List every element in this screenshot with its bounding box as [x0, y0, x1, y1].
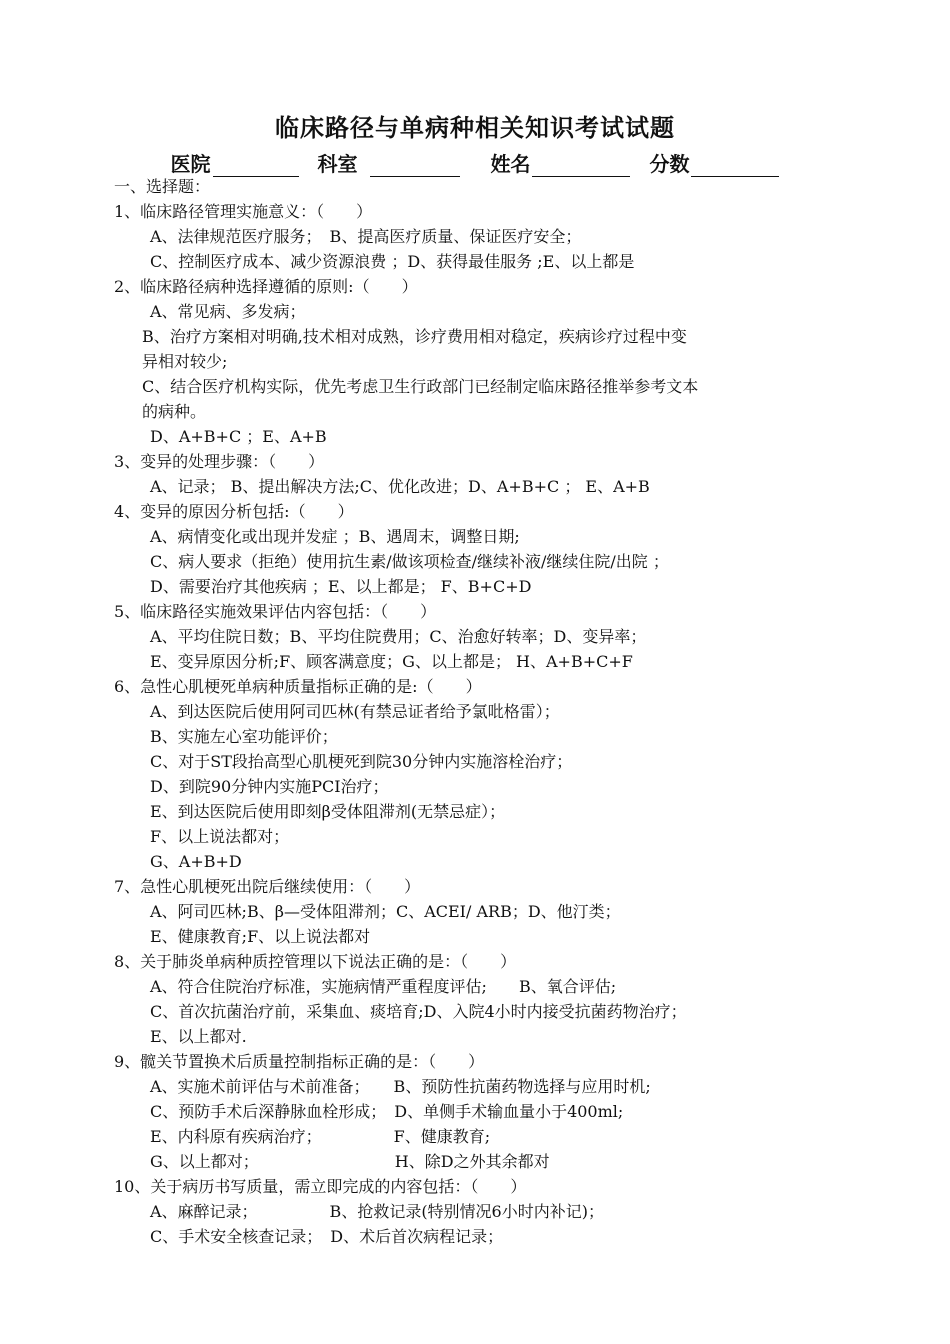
option-line: G、A+B+D [150, 852, 242, 871]
name-field [490, 148, 630, 177]
option-line: E、到达医院后使用即刻β受体阻滞剂(无禁忌症）； [150, 802, 506, 821]
name-label: 姓名 [490, 152, 531, 176]
exam-header-fields [0, 148, 950, 177]
option-line: A、阿司匹林;B、β—受体阻滞剂；C、ACEI/ ARB；D、他汀类； [150, 902, 621, 921]
option-line: A、平均住院日数；B、平均住院费用；C、治愈好转率；D、变异率； [150, 627, 647, 646]
question-8: 8、关于肺炎单病种质控管理以下说法正确的是：（ ） [114, 952, 517, 971]
score-label: 分数 [649, 152, 690, 176]
option-line: B、实施左心室功能评价； [150, 727, 338, 746]
option-line: C、结合医疗机构实际，优先考虑卫生行政部门已经制定临床路径推举参考文本 [142, 377, 699, 396]
question-2: 2、临床路径病种选择遵循的原则:（ ） [114, 277, 418, 296]
option-line: 异相对较少; [142, 352, 228, 371]
option-line: A、到达医院后使用阿司匹林(有禁忌证者给予氯吡格雷）； [150, 702, 560, 721]
option-line: C、首次抗菌治疗前，采集血、痰培育;D、入院4小时内接受抗菌药物治疗； [150, 1002, 687, 1021]
question-6: 6、急性心肌梗死单病种质量指标正确的是:（ ） [114, 677, 482, 696]
option-line: A、实施术前评估与术前准备； B、预防性抗菌药物选择与应用时机; [150, 1077, 651, 1096]
option-line: D、需要治疗其他疾病 ；E、以上都是； F、B+C+D [150, 577, 532, 596]
option-line: C、病人要求（拒绝）使用抗生素/做该项检查/继续补液/继续住院/出院 ； [150, 552, 669, 571]
option-line: 的病种。 [142, 402, 207, 421]
option-line: A、符合住院治疗标准，实施病情严重程度评估; B、氧合评估; [150, 977, 617, 996]
option-line: C、预防手术后深静脉血栓形成； D、单侧手术输血量小于400ml; [150, 1102, 624, 1121]
option-line: E、内科原有疾病治疗； F、健康教育; [150, 1127, 491, 1146]
option-line: C、对于ST段抬高型心肌梗死到院30分钟内实施溶栓治疗； [150, 752, 573, 771]
option-line: A、麻醉记录； B、抢救记录(特别情况6小时内补记)； [150, 1202, 604, 1221]
hospital-label: 医院 [170, 152, 211, 176]
dept-blank [370, 156, 460, 177]
dept-field [318, 148, 460, 177]
option-line: D、A+B+C ；E、A+B [150, 427, 327, 446]
question-3: 3、变异的处理步骤：（ ） [114, 452, 325, 471]
option-line: E、以上都对. [150, 1027, 247, 1046]
option-line: A、记录； B、提出解决方法;C、优化改进；D、A+B+C ； E、A+B [150, 477, 650, 496]
dept-label: 科室 [317, 152, 358, 176]
question-7: 7、急性心肌梗死出院后继续使用：（ ） [114, 877, 421, 896]
option-line: C、控制医疗成本、减少资源浪费 ；D、获得最佳服务 ;E、以上都是 [150, 252, 635, 271]
section-heading: 一、选择题： [114, 177, 211, 196]
score-blank [691, 156, 779, 177]
option-line: G、以上都对； H、除D之外其余都对 [150, 1152, 550, 1171]
option-line: B、治疗方案相对明确,技术相对成熟，诊疗费用相对稳定，疾病诊疗过程中变 [142, 327, 687, 346]
question-9: 9、髋关节置换术后质量控制指标正确的是：（ ） [114, 1052, 485, 1071]
score-field [649, 148, 779, 177]
question-4: 4、变异的原因分析包括:（ ） [114, 502, 354, 521]
option-line: A、常见病、多发病； [150, 302, 306, 321]
hospital-field [171, 148, 299, 177]
question-10: 10、关于病历书写质量，需立即完成的内容包括：（ ） [114, 1177, 527, 1196]
option-line: D、到院90分钟内实施PCI治疗； [150, 777, 389, 796]
document-title: 临床路径与单病种相关知识考试试题 [275, 113, 675, 142]
option-line: C、手术安全核查记录； D、术后首次病程记录； [150, 1227, 504, 1246]
name-blank [532, 156, 630, 177]
question-5: 5、临床路径实施效果评估内容包括：（ ） [114, 602, 437, 621]
option-line: F、以上说法都对； [150, 827, 290, 846]
option-line: A、法律规范医疗服务； B、提高医疗质量、保证医疗安全； [150, 227, 582, 246]
option-line: E、变异原因分析;F、顾客满意度；G、以上都是； H、A+B+C+F [150, 652, 633, 671]
question-1: 1、临床路径管理实施意义：（ ） [114, 202, 373, 221]
option-line: A、病情变化或出现并发症 ；B、遇周末，调整日期; [150, 527, 520, 546]
hospital-blank [213, 156, 299, 177]
option-line: E、健康教育;F、以上说法都对 [150, 927, 371, 946]
